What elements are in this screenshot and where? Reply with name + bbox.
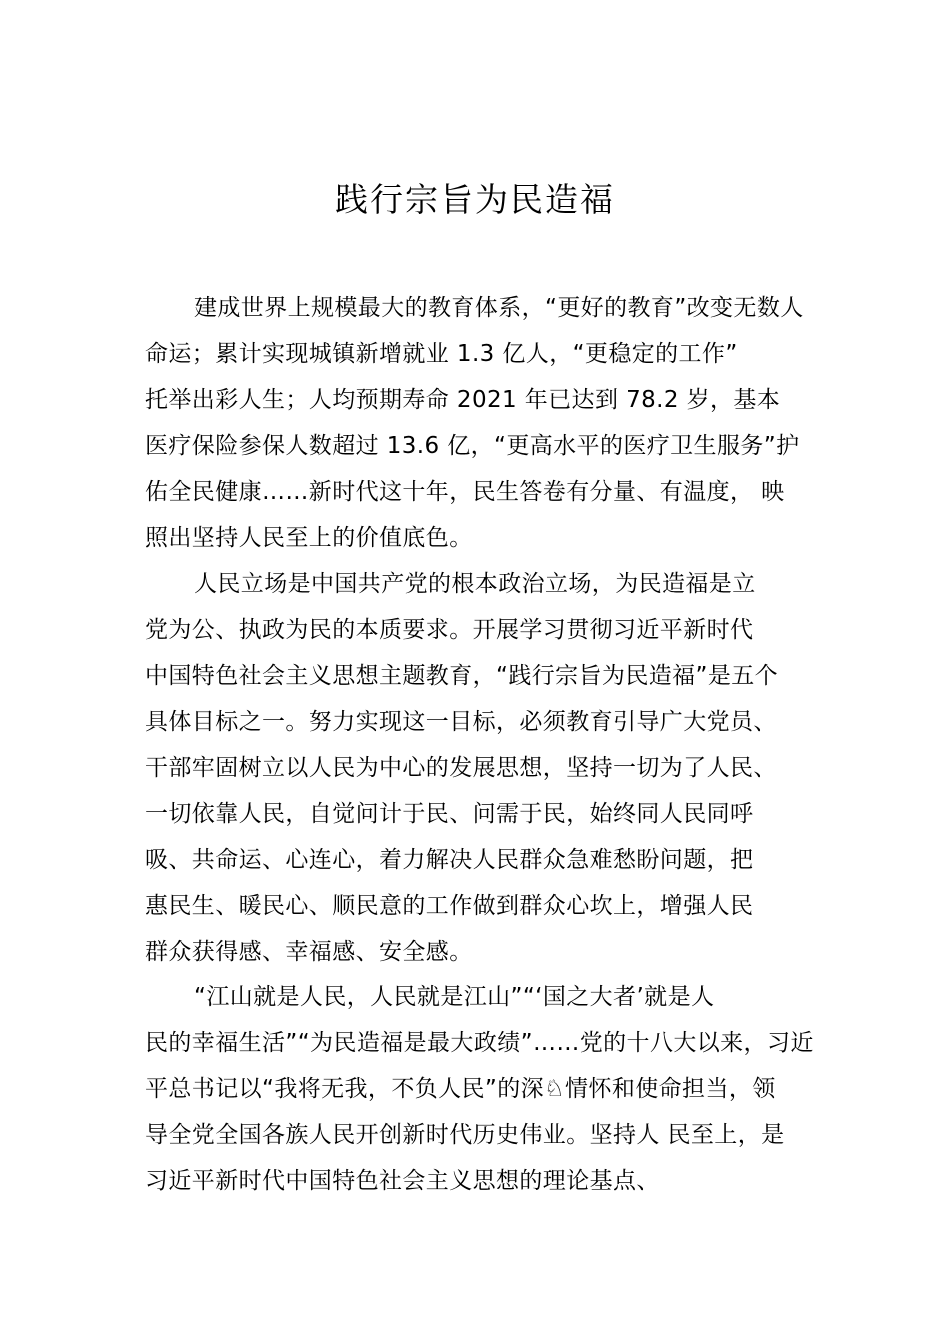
paragraph-1-line-1: 建成世界上规模最大的教育体系，“更好的教育”改变无数人 (194, 295, 804, 321)
paragraph-1-line-6: 照出坚持人民至上的价值底色。 (145, 525, 473, 551)
paragraph-2-line-1: 人民立场是中国共产党的根本政治立场，为民造福是立 (194, 571, 756, 597)
paragraph-3-line-5: 习近平新时代中国特色社会主义思想的理论基点、 (145, 1168, 660, 1194)
document-title: 践行宗旨为民造福 (335, 180, 615, 219)
paragraph-1-line-2: 命运；累计实现城镇新增就业 1.3 亿人，“更稳定的工作” (145, 341, 738, 367)
paragraph-1-line-3: 托举出彩人生；人均预期寿命 2021 年已达到 78.2 岁，基本 (145, 387, 781, 413)
paragraph-2-line-7: 吸、共命运、心连心，着力解决人民群众急难愁盼问题，把 (145, 847, 754, 873)
paragraph-2-line-3: 中国特色社会主义思想主题教育，“践行宗旨为民造福”是五个 (145, 663, 779, 689)
paragraph-2-line-8: 惠民生、暖民心、顺民意的工作做到群众心坎上，增强人民 (145, 893, 754, 919)
paragraph-1-line-4: 医疗保险参保人数超过 13.6 亿，“更高水平的医疗卫生服务”护 (145, 433, 800, 459)
paragraph-3-line-3: 平总书记以“我将无我，不负人民”的深♘情怀和使命担当，领 (145, 1076, 776, 1102)
paragraph-3-line-4: 导全党全国各族人民开创新时代历史伟业。坚持人 民至上，是 (145, 1122, 785, 1148)
paragraph-3-line-2: 民的幸福生活”“为民造福是最大政绩”……党的十八大以来，习近 (145, 1030, 814, 1056)
paragraph-2-line-4: 具体目标之一。努力实现这一目标，必须教育引导广大党员、 (145, 709, 777, 735)
paragraph-3-line-1: “江山就是人民，人民就是江山”“‘国之大者’就是人 (194, 984, 715, 1010)
paragraph-2-line-2: 党为公、执政为民的本质要求。开展学习贯彻习近平新时代 (145, 617, 754, 643)
paragraph-2-line-6: 一切依靠人民，自觉问计于民、问需于民，始终同人民同呼 (145, 801, 754, 827)
paragraph-2-line-9: 群众获得感、幸福感、安全感。 (145, 939, 473, 965)
paragraph-2-line-5: 干部牢固树立以人民为中心的发展思想，坚持一切为了人民、 (145, 755, 777, 781)
paragraph-1-line-5: 佑全民健康……新时代这十年，民生答卷有分量、有温度， 映 (145, 479, 785, 505)
